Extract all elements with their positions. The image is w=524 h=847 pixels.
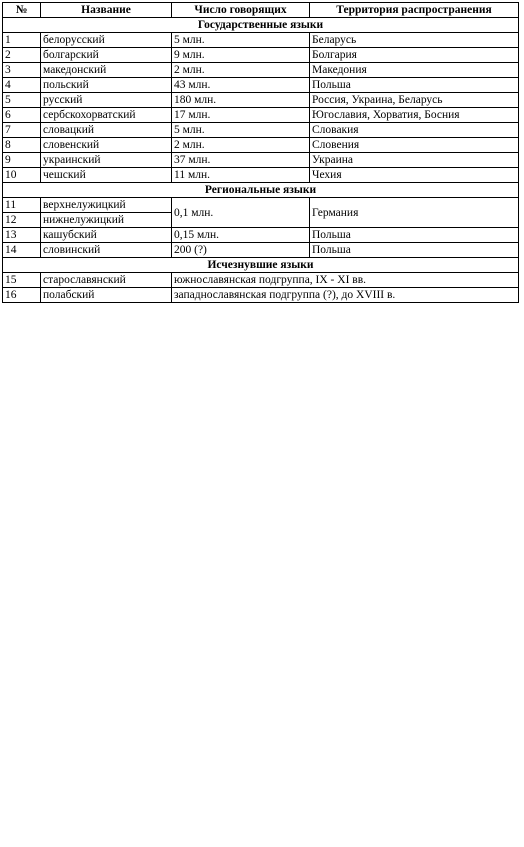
table-row (3, 108, 519, 123)
speakers-count: 9 млн. (172, 48, 310, 63)
row-number: 13 (3, 228, 41, 243)
row-number: 15 (3, 273, 41, 288)
row-number: 12 (3, 213, 41, 228)
language-name: словинский (41, 243, 172, 258)
row-number: 8 (3, 138, 41, 153)
language-name: верхнелужицкий (41, 198, 172, 213)
speakers-count: 200 (?) (172, 243, 310, 258)
row-number: 3 (3, 63, 41, 78)
speakers-count: 11 млн. (172, 168, 310, 183)
speakers-count: 0,1 млн. (172, 198, 310, 228)
language-note: западнославянская подгруппа (?), до XVIII в. (172, 288, 519, 303)
row-number: 16 (3, 288, 41, 303)
territory: Россия, Украина, Беларусь (310, 93, 519, 108)
table-row (3, 243, 519, 258)
language-name: кашубский (41, 228, 172, 243)
header-row (3, 3, 519, 18)
speakers-count: 43 млн. (172, 78, 310, 93)
territory: Беларусь (310, 33, 519, 48)
territory: Украина (310, 153, 519, 168)
table-row (3, 273, 519, 288)
territory: Польша (310, 78, 519, 93)
speakers-count: 17 млн. (172, 108, 310, 123)
row-number: 7 (3, 123, 41, 138)
table-row (3, 48, 519, 63)
speakers-count: 2 млн. (172, 138, 310, 153)
territory: Болгария (310, 48, 519, 63)
section-regional-languages: Региональные языки (3, 183, 519, 198)
row-number: 10 (3, 168, 41, 183)
speakers-count: 37 млн. (172, 153, 310, 168)
speakers-count: 5 млн. (172, 33, 310, 48)
territory: Словакия (310, 123, 519, 138)
row-number: 2 (3, 48, 41, 63)
territory: Чехия (310, 168, 519, 183)
speakers-count: 5 млн. (172, 123, 310, 138)
table-row (3, 78, 519, 93)
row-number: 6 (3, 108, 41, 123)
language-name: русский (41, 93, 172, 108)
language-name: нижнелужицкий (41, 213, 172, 228)
language-note: южнославянская подгруппа, IX - XI вв. (172, 273, 519, 288)
language-name: словацкий (41, 123, 172, 138)
language-name: словенский (41, 138, 172, 153)
row-number: 5 (3, 93, 41, 108)
header-speakers: Число говорящих (172, 3, 310, 18)
header-number: № (3, 3, 41, 18)
language-name: белорусский (41, 33, 172, 48)
territory: Югославия, Хорватия, Босния (310, 108, 519, 123)
row-number: 14 (3, 243, 41, 258)
language-name: сербскохорватский (41, 108, 172, 123)
table-row (3, 33, 519, 48)
section-row (3, 183, 519, 198)
table-row (3, 228, 519, 243)
section-row (3, 258, 519, 273)
section-state-languages: Государственные языки (3, 18, 519, 33)
speakers-count: 180 млн. (172, 93, 310, 108)
language-name: болгарский (41, 48, 172, 63)
territory: Македония (310, 63, 519, 78)
row-number: 1 (3, 33, 41, 48)
header-territory: Территория распространения (310, 3, 519, 18)
table-row (3, 168, 519, 183)
table-row (3, 198, 519, 213)
languages-table (2, 2, 519, 303)
territory: Польша (310, 228, 519, 243)
table-row (3, 93, 519, 108)
table-row (3, 288, 519, 303)
table-row (3, 138, 519, 153)
row-number: 11 (3, 198, 41, 213)
speakers-count: 2 млн. (172, 63, 310, 78)
header-name: Название (41, 3, 172, 18)
language-name: македонский (41, 63, 172, 78)
row-number: 4 (3, 78, 41, 93)
language-name: украинский (41, 153, 172, 168)
table-row (3, 153, 519, 168)
table-row (3, 63, 519, 78)
territory: Польша (310, 243, 519, 258)
section-row (3, 18, 519, 33)
row-number: 9 (3, 153, 41, 168)
section-extinct-languages: Исчезнувшие языки (3, 258, 519, 273)
speakers-count: 0,15 млн. (172, 228, 310, 243)
language-name: полабский (41, 288, 172, 303)
language-name: чешский (41, 168, 172, 183)
territory: Германия (310, 198, 519, 228)
language-name: старославянский (41, 273, 172, 288)
territory: Словения (310, 138, 519, 153)
table-row (3, 123, 519, 138)
language-name: польский (41, 78, 172, 93)
